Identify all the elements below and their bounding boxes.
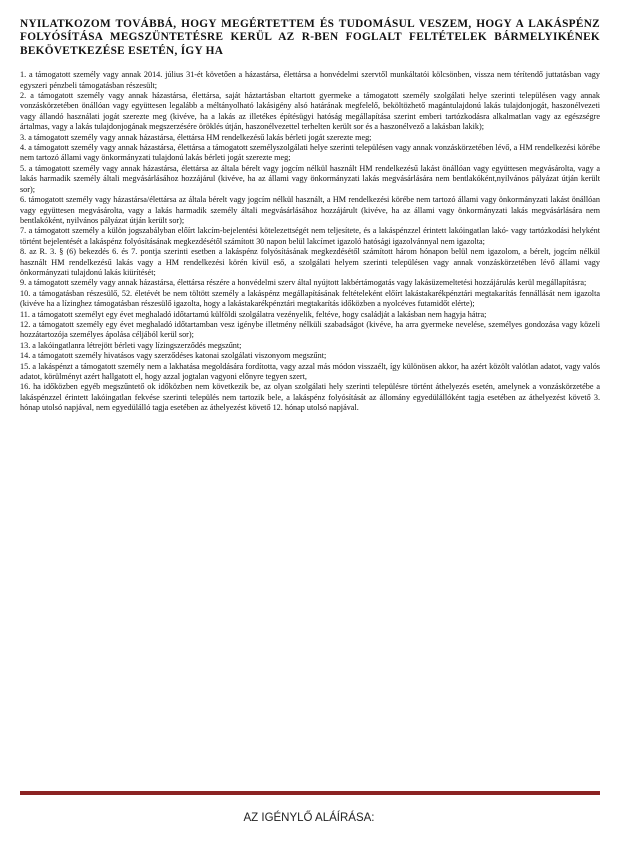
- signature-label: AZ IGÉNYLŐ ALÁÍRÁSA:: [243, 812, 375, 824]
- condition-item-14: 14. a támogatott személy hivatásos vagy szerződéses katonai szolgálati viszonyom megszűnt;: [20, 351, 327, 361]
- declaration-heading: NYILATKOZOM TOVÁBBÁ, HOGY MEGÉRTETTEM ÉS TUDOMÁSUL VESZEM, HOGY A LAKÁSPÉNZ FOLYÓSÍTÁSA MEGSZÜNTETÉSRE KERÜL AZ R-BEN FOGLALT FELTÉTELEK BÁRMELYIKÉNEK BEKÖVETKEZÉSE ESETÉN, ÍGY HA: [20, 18, 600, 57]
- condition-item-5: 5. a támogatott személy vagy annak házastársa, élettársa az általa bérelt vagy jogcím nélkül használt HM rendelkezésű lakást önállóan vagy együttesen megvásárolta, vagy a lakás harmadik személy általi megvásárlásához hozzájárul (kivéve, ha az állami vagy önkormányzati lakás megvásárlására nem bentlakóként,nyilvános pályázat útján került sor);: [20, 163, 600, 194]
- footer-divider: [20, 791, 600, 795]
- condition-item-12: 12. a támogatott személy egy évet meghaladó időtartamban vesz igénybe illetmény nélküli szabadságot (kivéve, ha arra gyermeke nevelése, személyes gondozása vagy közeli hozzátartozója személyes ápolása céljából kerül sor);: [20, 319, 600, 340]
- condition-item-3: 3. a támogatott személy vagy annak házastársa, élettársa HM rendelkezésű lakás bérleti jogát szerezte meg;: [20, 132, 372, 142]
- condition-item-9: 9. a támogatott személy vagy annak házastársa, élettársa részére a honvédelmi szerv által nyújtott lakbértámogatás vagy lakásüzemeltetési hozzájárulás kerül megállapításra;: [20, 278, 587, 288]
- condition-item-2: 2. a támogatott személy vagy annak házastársa, élettársa, saját háztartásban eltartott gyermeke a támogatott személy szolgálati helye szerinti településen vagy annak vonzáskörzetében önállóan vagy együttesen legalább a méltányolható lakásigény alsó határának megfelelő, beköltözhető magántulajdonú lakás tulajdonjogát, haszonélvezeti vagy állandó használati jogát szerezte meg (kivéve, ha a lakás az illetékes építésügyi hatóság megállapítása szerint emberi tartózkodásra alkalmatlan vagy az egészségre ártalmas, vagy a lakás tulajdonjogának megszerzésére öröklés útján, haszonélvezettel terhelten került sor és a haszonélvező a lakásban lakik);: [20, 91, 600, 132]
- condition-item-7: 7. a támogatott személy a külön jogszabályban előírt lakcím-bejelentési kötelezettségét nem teljesítete, és a lakáspénzzel érintett lakóingatlan lakó- vagy tartózkodási helyként történt bejelentését a lakáspénz folyósításának megkezdésétől számított 30 napon belül lakcímet igazoló hatósági igazolvánnyal nem igazolta;: [20, 226, 600, 246]
- condition-item-6: 6. támogatott személy vagy házastársa/élettársa az általa bérelt vagy jogcím nélkül használt, a HM rendelkezési körébe nem tartozó állami vagy önkormányzati lakást önállóan vagy együttesen megvásárolta, vagy a lakás harmadik személy általi megvásárlásához hozzájárult (kivéve, ha az állami vagy önkormányzati lakás megvásárlására nem bentlakóként, nyilvános pályázat útján került sor);: [20, 195, 600, 225]
- condition-item-10: 10. a támogatásban részesülő, 52. életévét be nem töltött személy a lakáspénz megállapításának feltételeként előírt lakástakarékpénztári megtakarítás fennállását nem igazolta (kivéve ha a lízinghez támogatásban részesülő igazolta, hogy a lakástakarékpénztári megtakarítás időközben a nyolcéves futamidőt elérte);: [20, 288, 600, 309]
- condition-item-1: 1. a támogatott személy vagy annak 2014. július 31-ét követően a házastársa, élettársa a honvédelmi szervtől munkáltatói kölcsönben, vissza nem térítendő juttatásban vagy egyszeri pénzbeli támogatásban részesült;: [20, 70, 600, 90]
- condition-item-11: 11. a támogatott személyt egy évet meghaladó időtartamú külföldi szolgálatra vezényelik, feltéve, hogy családját a lakásban nem hagyja hátra;: [20, 309, 487, 319]
- condition-item-16: 16. ha időközben egyéb megszűntető ok időközben nem következik be, az olyan szolgálati hely szerinti településre történt áthelyezés esetén, amelynek a vonzáskörzetébe a lakáspénzzel érintett lakóingatlan fekvése szerinti település nem tartozik bele, a lakáspénz folyósítását az állomány egyedülállóként tagja esetében az áthelyezést követő 3. hónap utolsó napjával, nem egyedülálló tagja esetében az áthelyezést követő 12. hónap utolsó napjával.: [20, 382, 600, 413]
- condition-list: [20, 70, 600, 413]
- condition-item-4: 4. a támogatott személy vagy annak házastársa, élettársa a támogatott személyszolgálati helye szerinti településen vagy annak vonzáskörzetében lévő, a HM rendelkezési körébe nem tartozó állami vagy önkormányzati tulajdonú lakás bérleti jogát szerezte meg;: [20, 143, 600, 163]
- condition-item-15: 15. a lakáspénzt a támogatott személy nem a lakhatása megoldására fordította, vagy azzal más módon visszaélt, így különösen akkor, ha azért közölt valótlan adatot, vagy valós adatot, körülményt azért hallgatott el, hogy azzal jogtalan vagyoni előnyre tegyen szert,: [20, 361, 600, 381]
- declaration-document: [20, 18, 600, 414]
- condition-item-8: 8. az R. 3. § (6) bekezdés 6. és 7. pontja szerinti esetben a lakáspénz folyósításának megkezdésétől számított három hónapon belül nem igazolom, a bérelt, jogcím nélkül használt HM rendelkezésű lakás vagy a HM rendelkezési körén kívül eső, a szolgálati helyem szerinti településen vagy annak vonzáskörzetében lévő állami vagy önkormányzati tulajdonú lakás kiürítését;: [20, 247, 600, 277]
- condition-item-13: 13. a lakóingatlanra létrejött bérleti vagy lízingszerződés megszűnt;: [20, 340, 242, 350]
